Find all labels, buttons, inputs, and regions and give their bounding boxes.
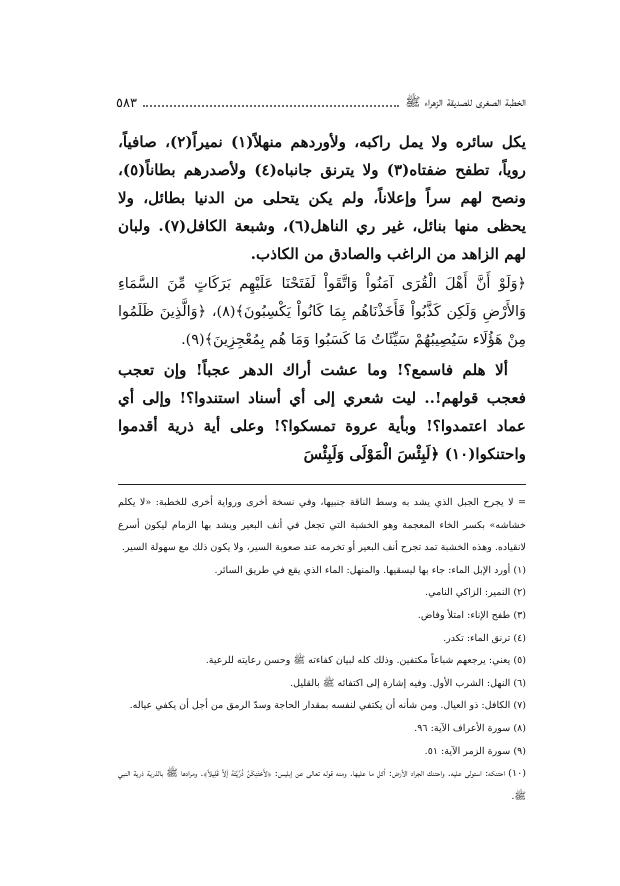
- header-leader-dots: [143, 105, 399, 107]
- footnote-continuation: = لا يجرح الجبل الذي يشد به وسط الناقة جنبيها، وفي نسخة أخرى ورواية أخرى للخطبة: «لا يكلم خشاشه» بكسر الخاء المعجمة وهو الخشبة التي تجعل في أنف البعير ويشد بها الزمام ليكون أسرع لانقياده. وهذه الخشبة تمد تجرح أنف البعير أو تخرمه عند صعوبة السير، ولا يكون ذلك مع سهولة السير.: [118, 497, 526, 554]
- footnote-4: (٤) ترنق الماء: تكدر.: [443, 632, 526, 644]
- quran-verses: ﴿وَلَوْ أَنَّ أَهْلَ الْقُرَى آمَنُواْ وَاتَّقَواْ لَفَتَحْنَا عَلَيْهِم بَرَكَاتٍ مِّنَ السَّمَاءِ وَالأَرْضِ وَلَكِن كَذَّبُواْ فَأَخَذْنَاهُم بِمَا كَانُواْ يَكْسِبُونَ﴾(٨)، ﴿وَالَّذِينَ ظَلَمُوا مِنْ هَؤُلَاء سَيُصِيبُهُمْ سَيِّئَاتُ مَا كَسَبُوا وَمَا هُم بِمُعْجِزِينَ﴾(٩).: [118, 276, 526, 348]
- header-title: الخطبة الصغرى للصديقة الزهراء ﷺ: [405, 93, 526, 109]
- footnotes: [118, 492, 526, 808]
- paragraph-2: ألا هلم فاسمع؟! وما عشت أراك الدهر عجباً! وإن تعجب فعجب قولهم!.. ليت شعري إلى أي أسناد استندوا؟! وإلى أي عماد اعتمدوا؟! وبأية عروة تمسكوا؟! وعلى أية ذرية أقدموا واحتنكوا(١٠) ﴿لَبِئْسَ الْمَوْلَى وَلَبِئْسَ: [118, 361, 526, 463]
- footnote-8: (٨) سورة الأعراف الآية: ٩٦.: [414, 722, 526, 734]
- paragraph-1: يكل سائره ولا يمل راكبه، ولأوردهم منهلاً(١) نميراً(٢)، صافياً، روياً، تطفح ضفتاه(٣) ولا يترنق جانباه(٤) ولأصدرهم بطاناً(٥)، ونصح لهم سراً وإعلاناً، ولم يكن يتحلى من الدنيا بطائل، ولا يحظى منها بنائل، غير ري الناهل(٦)، وشبعة الكافل(٧). ولبان لهم الزاهد من الراغب والصادق من الكاذب.: [118, 133, 526, 263]
- footnote-separator: [118, 484, 526, 485]
- page-number: ٥٨٣: [116, 95, 137, 111]
- footnote-10: (١٠) احتنكه: استولى عليه. واحتنك الجراد الأرض: أكل ما عليها. ومنه قوله تعالى عن إبليس: ﴿لأَحْتَنِكَنَّ ذُرِّيَّتَهُ إَلاَّ قَلِيلاً﴾. ومرادها ﷺ بالذرية ذرية النبي ﷺ.: [118, 768, 526, 802]
- footnote-6: (٦) النهل: الشرب الأول. وفيه إشارة إلى اكتفائه ﷺ بالقليل.: [290, 677, 526, 689]
- footnote-1: (١) أورد الإبل الماء: جاء بها ليسقيها. والمنهل: الماء الذي يقع في طريق السائر.: [214, 564, 526, 576]
- footnote-2: (٢) النمير: الزاكي النامي.: [425, 587, 526, 599]
- footnote-9: (٩) سورة الزمر الآية: ٥١.: [424, 745, 526, 757]
- footnote-5: (٥) يعني: يرجعهم شباعاً مكتفين. وذلك كله لبيان كفاءته ﷺ وحسن رعايته للرعية.: [205, 655, 526, 667]
- running-header: [116, 92, 526, 114]
- footnote-7: (٧) الكافل: ذو العيال. ومن شأنه أن يكتفي لنفسه بمقدار الحاجة وسدّ الرمق من أجل أن يكفي عياله.: [129, 700, 526, 712]
- main-text: [118, 128, 526, 468]
- footnote-3: (٣) طفح الإناء: امتلأ وفاض.: [417, 609, 526, 621]
